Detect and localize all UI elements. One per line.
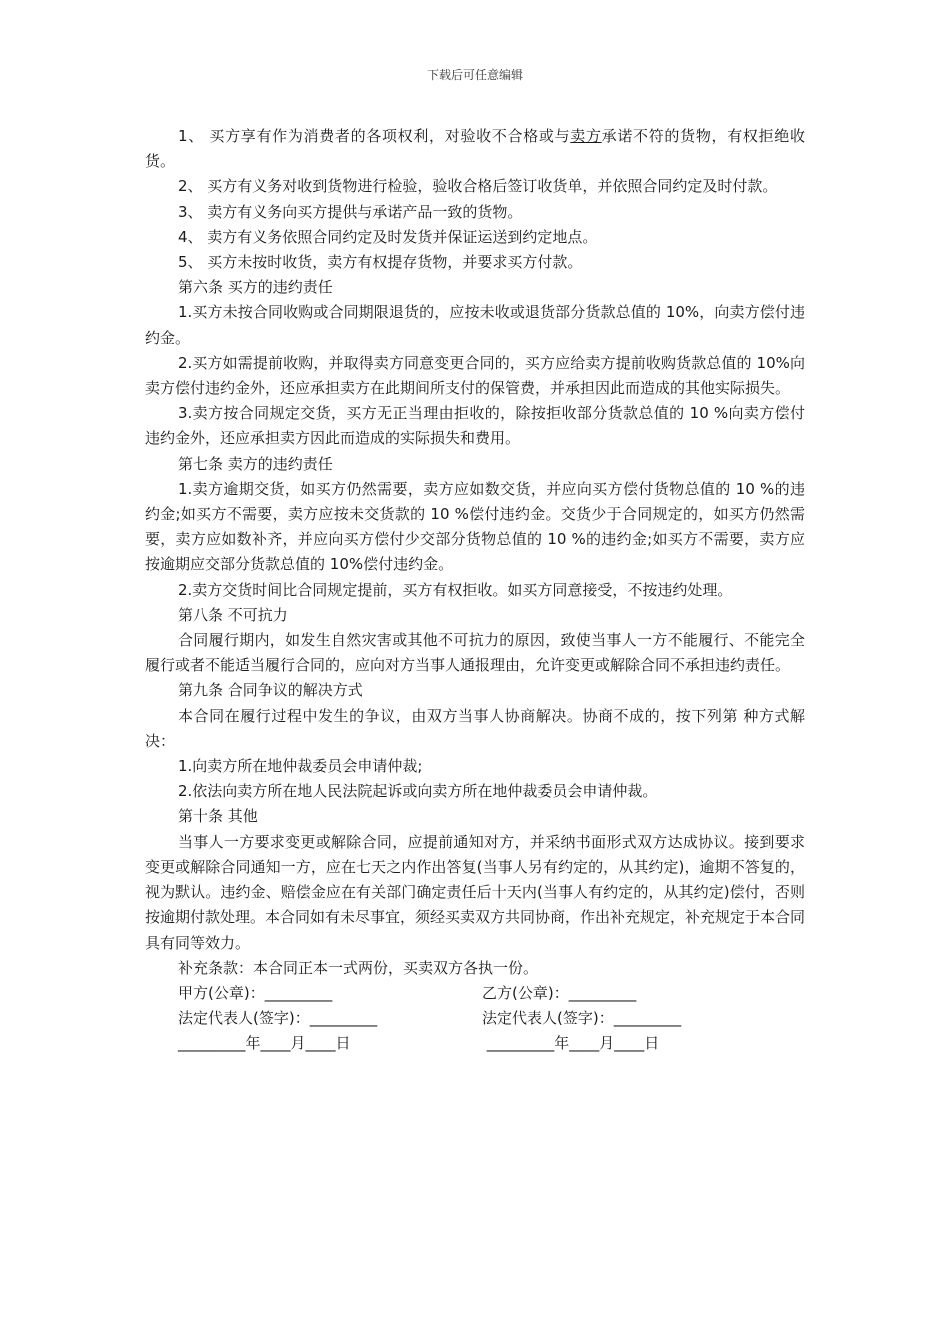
contract-body	[145, 124, 805, 1057]
clause-1: 1、 买方享有作为消费者的各项权利，对验收不合格或与卖方承诺不符的货物，有权拒绝收货。	[145, 127, 805, 171]
party-b-date: _________年____月____日	[482, 1034, 660, 1053]
article-6-heading: 第六条 买方的违约责任	[178, 278, 333, 297]
clause-2: 2、 买方有义务对收到货物进行检验，验收合格后签订收货单，并依照合同约定及时付款。	[178, 177, 778, 196]
party-b-representative: 法定代表人(签字)：_________	[482, 1009, 682, 1028]
clause-5: 5、 买方未按时收货，卖方有权提存货物，并要求买方付款。	[178, 253, 583, 272]
article-6-item-1: 1.买方未按合同收购或合同期限退货的，应按未收或退货部分货款总值的 10%，向卖方偿付违约金。	[145, 303, 805, 347]
supplementary-terms: 补充条款：本合同正本一式两份，买卖双方各执一份。	[178, 958, 539, 977]
page-header: 下载后可任意编辑	[426, 68, 523, 82]
article-9-heading: 第九条 合同争议的解决方式	[178, 681, 363, 700]
party-a-date: _________年____月____日	[178, 1034, 351, 1053]
representative-row	[145, 1006, 805, 1031]
party-a-seal: 甲方(公章)：_________	[178, 983, 333, 1002]
clause-3: 3、 卖方有义务向买方提供与承诺产品一致的货物。	[178, 202, 523, 221]
underlined-seller: 卖方	[570, 127, 602, 145]
article-6-item-2: 2.买方如需提前收购，并取得卖方同意变更合同的，买方应给卖方提前收购货款总值的 10%向卖方偿付违约金外，还应承担卖方在此期间所支付的保管费，并承担因此而造成的其他实际损失。	[145, 353, 805, 398]
seal-row	[145, 981, 805, 1006]
article-6-item-3: 3.卖方按合同规定交货，买方无正当理由拒收的，除按拒收部分货款总值的 10 %向卖方偿付违约金外，还应承担卖方因此而造成的实际损失和费用。	[145, 404, 805, 448]
article-9-option-1: 1.向卖方所在地仲裁委员会申请仲裁;	[178, 757, 423, 776]
article-10-body: 当事人一方要求变更或解除合同，应提前通知对方，并采纳书面形式双方达成协议。接到要求变更或解除合同通知一方，应在七天之内作出答复(当事人另有约定的，从其约定)，逾期不答复的，视为默认。违约金、赔偿金应在有关部门确定责任后十天内(当事人有约定的，从其约定)偿付，否则按逾期付款处理。本合同如有未尽事宜，须经买卖双方共同协商，作出补充规定，补充规定于本合同具有同等效力。	[145, 832, 806, 952]
article-10-heading: 第十条 其他	[178, 807, 258, 826]
date-row	[145, 1031, 805, 1056]
article-8-heading: 第八条 不可抗力	[178, 605, 288, 624]
article-7-item-2: 2.卖方交货时间比合同规定提前，买方有权拒收。如买方同意接受，不按违约处理。	[178, 580, 733, 599]
party-b-seal: 乙方(公章)：_________	[482, 983, 637, 1002]
party-a-representative: 法定代表人(签字)：_________	[178, 1009, 378, 1028]
article-7-heading: 第七条 卖方的违约责任	[178, 454, 333, 473]
article-9-option-2: 2.依法向卖方所在地人民法院起诉或向卖方所在地仲裁委员会申请仲裁。	[178, 782, 658, 801]
article-8-body: 合同履行期内，如发生自然灾害或其他不可抗力的原因，致使当事人一方不能履行、不能完全履行或者不能适当履行合同的，应向对方当事人通报理由，允许变更或解除合同不承担违约责任。	[145, 631, 805, 675]
clause-4: 4、 卖方有义务依照合同约定及时发货并保证运送到约定地点。	[178, 227, 598, 246]
article-9-body: 本合同在履行过程中发生的争议，由双方当事人协商解决。协商不成的，按下列第 种方式解决：	[145, 706, 805, 750]
article-7-item-1: 1.卖方逾期交货，如买方仍然需要，卖方应如数交货，并应向买方偿付货物总值的 10 %的违约金;如买方不需要，卖方应按未交货款的 10 %偿付违约金。交货少于合同规定的，如买方仍然需要，卖方应如数补齐，并应向买方偿付少交部分货物总值的 10 %的违约金;如买方不需要，卖方应按逾期应交部分货款总值的 10%偿付违约金。	[145, 479, 805, 574]
